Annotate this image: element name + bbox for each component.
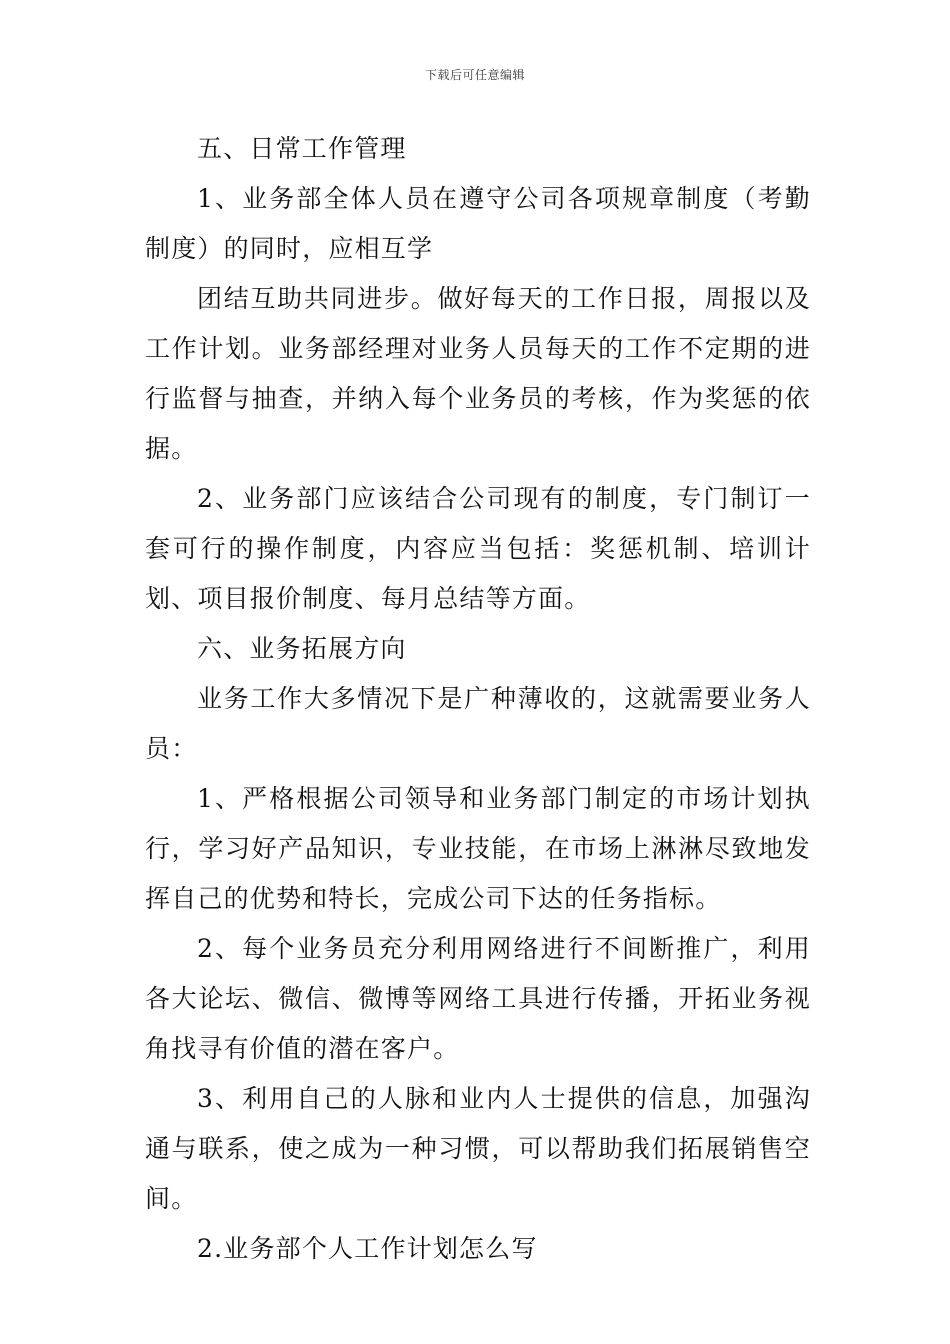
paragraph-expansion-3: 3、利用自己的人脉和业内人士提供的信息，加强沟通与联系，使之成为一种习惯，可以帮助我们拓展销售空间。: [145, 1084, 811, 1213]
header-note: 下载后可任意编辑: [424, 68, 525, 82]
paragraph-intro: 业务工作大多情况下是广种薄收的，这就需要业务人员：: [145, 684, 811, 763]
paragraph-item-2: 2、业务部门应该结合公司现有的制度，专门制订一套可行的操作制度，内容应当包括：奖惩机制、培训计划、项目报价制度、每月总结等方面。: [145, 484, 811, 613]
paragraph-item-1: 1、业务部全体人员在遵守公司各项规章制度（考勤制度）的同时，应相互学: [145, 184, 811, 263]
paragraph-teamwork: 团结互助共同进步。做好每天的工作日报，周报以及工作计划。业务部经理对业务人员每天的工作不定期的进行监督与抽查，并纳入每个业务员的考核，作为奖惩的依据。: [145, 284, 811, 463]
paragraph-expansion-2: 2、每个业务员充分利用网络进行不间断推广，利用各大论坛、微信、微博等网络工具进行传播，开拓业务视角找寻有价值的潜在客户。: [145, 934, 811, 1063]
section-heading-personal-plan: 2.业务部个人工作计划怎么写: [197, 1234, 538, 1263]
paragraph-expansion-1: 1、严格根据公司领导和业务部门制定的市场计划执行，学习好产品知识，专业技能，在市场上淋淋尽致地发挥自己的优势和特长，完成公司下达的任务指标。: [145, 784, 811, 913]
section-heading-daily-management: 五、日常工作管理: [197, 134, 407, 163]
document-body: [145, 124, 811, 1274]
section-heading-business-expansion: 六、业务拓展方向: [197, 634, 407, 663]
